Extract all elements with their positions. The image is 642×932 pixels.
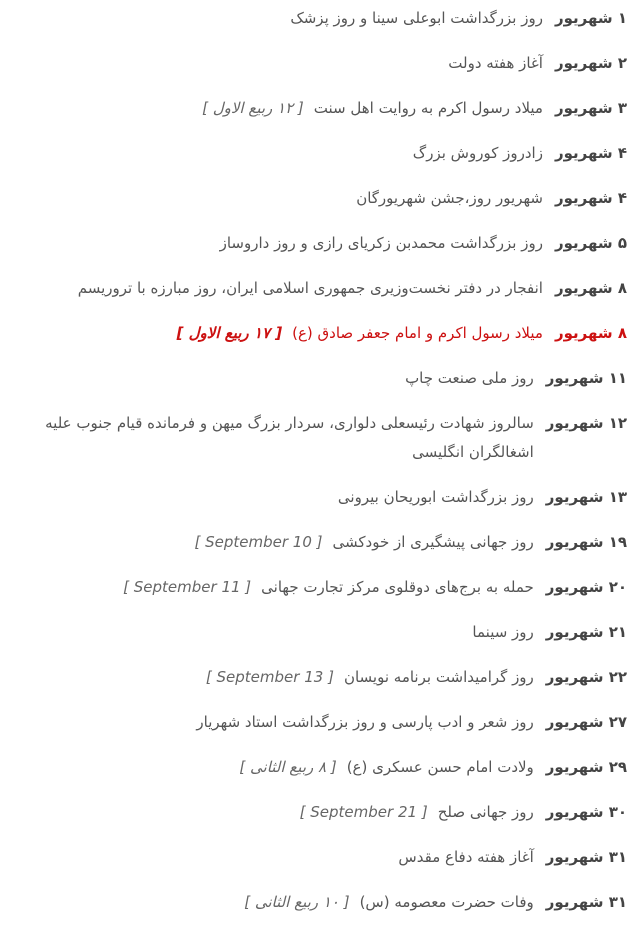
event-date: ۱۳ شهریور [545,488,627,506]
event-row [10,229,627,258]
event-body [10,364,534,393]
event-date: ۴ شهریور [554,144,627,162]
event-title: سالروز شهادت رئیسعلی دلواری، سردار بزرگ میهن و فرمانده قیام جنوب علیه اشغالگران انگلیسی [45,414,534,461]
event-title: روز بزرگداشت محمدبن زکریای رازی و روز داروساز [219,234,543,252]
event-row [10,184,627,213]
event-title: شهریور روز،جشن شهریورگان [356,189,543,207]
event-title: حمله به برج‌های دوقلوی مرکز تجارت جهانی [261,578,534,596]
event-note: [ ۱۷ ربیع الاول ] [176,324,283,342]
event-title: روز بزرگداشت ابوعلی سینا و روز پزشک [290,9,543,27]
event-row [10,798,627,827]
event-title: آغاز هفته دفاع مقدس [398,848,534,866]
event-date: ۱۱ شهریور [545,369,627,387]
event-title: ولادت امام حسن عسکری (ع) [346,758,534,776]
event-date: ۳۱ شهریور [545,848,627,866]
event-body [10,663,534,692]
event-body [10,409,534,467]
event-title: روز گرامیداشت برنامه نویسان [343,668,534,686]
event-body [10,319,543,348]
event-date: ۴ شهریور [554,189,627,207]
event-row [10,364,627,393]
event-date: ۱ شهریور [554,9,627,27]
event-row [10,49,627,78]
event-title: وفات حضرت معصومه (س) [359,893,534,911]
event-note: [ 13 September ] [205,668,334,686]
event-row [10,483,627,512]
event-body [10,274,543,303]
event-date: ۸ شهریور [554,279,627,297]
event-date: ۲ شهریور [554,54,627,72]
event-note: [ 21 September ] [299,803,428,821]
event-date: ۳ شهریور [554,99,627,117]
event-row [10,4,627,33]
event-title: میلاد رسول اکرم به روایت اهل سنت [313,99,543,117]
event-date: ۱۹ شهریور [545,533,627,551]
event-body [10,184,543,213]
event-date: ۲۹ شهریور [545,758,627,776]
event-note: [ ۱۲ ربیع الاول ] [202,99,304,117]
events-list [0,4,642,917]
event-row [10,618,627,647]
event-row [10,843,627,872]
event-date: ۸ شهریور [554,324,627,342]
event-date: ۲۷ شهریور [545,713,627,731]
event-date: ۲۲ شهریور [545,668,627,686]
event-body [10,229,543,258]
event-body [10,49,543,78]
event-date: ۳۱ شهریور [545,893,627,911]
event-date: ۳۰ شهریور [545,803,627,821]
event-body [10,573,534,602]
event-title: زادروز کوروش بزرگ [412,144,543,162]
event-body [10,528,534,557]
event-row [10,409,627,467]
event-body [10,843,534,872]
event-row [10,528,627,557]
event-row [10,888,627,917]
event-title: انفجار در دفتر نخست‌وزیری جمهوری اسلامی ایران، روز مبارزه با تروریسم [77,279,543,297]
event-date: ۲۰ شهریور [545,578,627,596]
event-note: [ 10 September ] [194,533,323,551]
event-note: [ 11 September ] [123,578,252,596]
event-body [10,94,543,123]
event-note: [ ۸ ربیع الثانی ] [239,758,337,776]
event-title: روز شعر و ادب پارسی و روز بزرگداشت استاد شهریار [196,713,534,731]
event-row [10,94,627,123]
event-title: روز جهانی پیشگیری از خودکشی [332,533,534,551]
event-row-holiday [10,319,627,348]
event-date: ۵ شهریور [554,234,627,252]
event-title: روز ملی صنعت چاپ [405,369,534,387]
event-title: روز جهانی صلح [437,803,534,821]
event-title: آغاز هفته دولت [448,54,543,72]
event-date: ۲۱ شهریور [545,623,627,641]
event-row [10,753,627,782]
event-title: میلاد رسول اکرم و امام جعفر صادق (ع) [292,324,543,342]
event-body [10,4,543,33]
event-title: روز سینما [472,623,534,641]
event-date: ۱۲ شهریور [545,414,627,432]
event-row [10,274,627,303]
event-body [10,888,534,917]
event-body [10,798,534,827]
event-note: [ ۱۰ ربیع الثانی ] [244,893,350,911]
event-body [10,753,534,782]
event-body [10,483,534,512]
event-row [10,139,627,168]
event-body [10,708,534,737]
event-row [10,663,627,692]
event-row [10,708,627,737]
event-body [10,618,534,647]
event-title: روز بزرگداشت ابوریحان بیرونی [337,488,534,506]
event-body [10,139,543,168]
event-row [10,573,627,602]
